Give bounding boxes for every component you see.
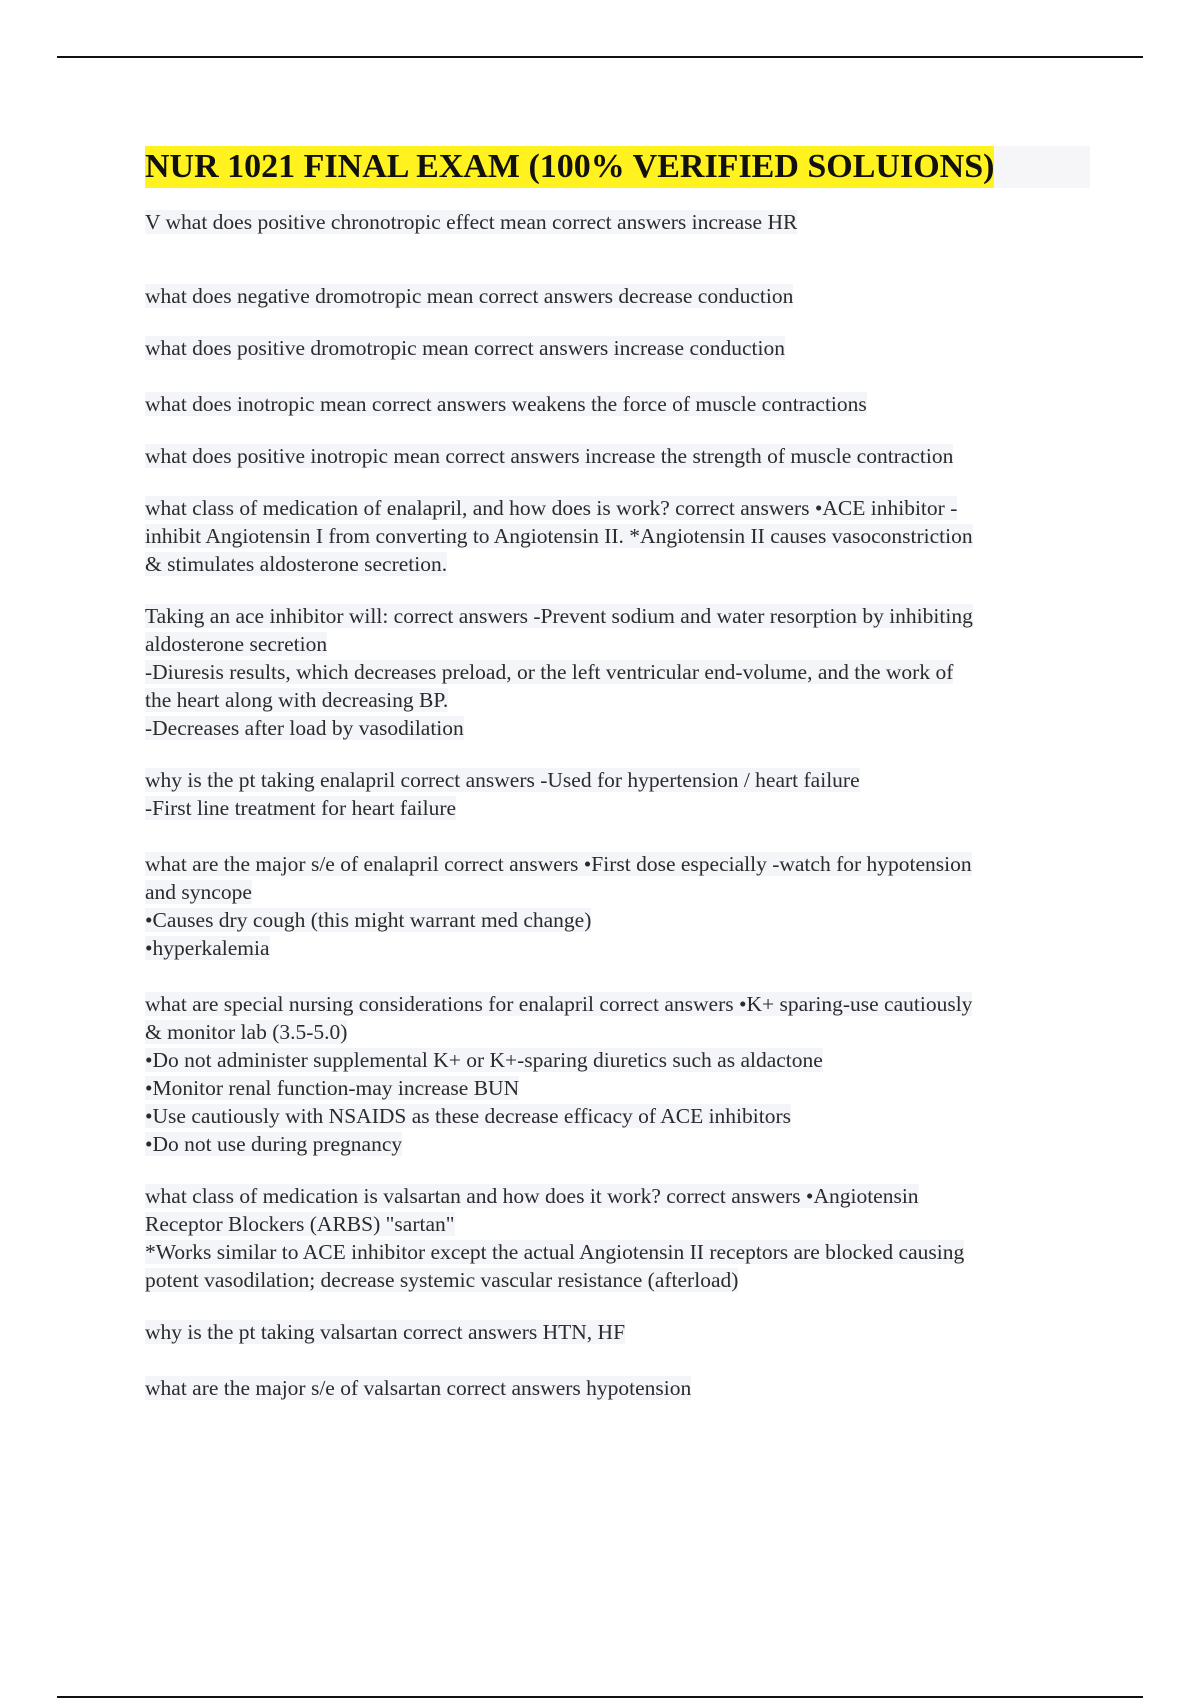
qa-line: why is the pt taking enalapril correct answers -Used for hypertension / heart failure xyxy=(145,768,860,792)
qa-line: -Diuresis results, which decreases preload, or the left ventricular end-volume, and the work of xyxy=(145,660,954,684)
qa-line: •Use cautiously with NSAIDS as these decrease efficacy of ACE inhibitors xyxy=(145,1104,792,1128)
qa-item-7 xyxy=(145,602,1090,742)
qa-item-10 xyxy=(145,990,1090,1158)
qa-line: what are special nursing considerations for enalapril correct answers •K+ sparing-use cautiously xyxy=(145,992,973,1016)
qa-line: what are the major s/e of valsartan correct answers hypotension xyxy=(145,1376,692,1400)
bottom-rule xyxy=(57,1696,1143,1698)
qa-line: & stimulates aldosterone secretion. xyxy=(145,552,448,576)
top-rule xyxy=(57,56,1143,58)
qa-line: V what does positive chronotropic effect mean correct answers increase HR xyxy=(145,210,798,234)
qa-item-13 xyxy=(145,1374,1090,1402)
qa-line: what does positive dromotropic mean correct answers increase conduction xyxy=(145,336,786,360)
qa-line: Taking an ace inhibitor will: correct answers -Prevent sodium and water resorption by inhibiting xyxy=(145,604,973,628)
qa-line: why is the pt taking valsartan correct answers HTN, HF xyxy=(145,1320,626,1344)
qa-line: •Do not administer supplemental K+ or K+-sparing diuretics such as aldactone xyxy=(145,1048,823,1072)
qa-item-5 xyxy=(145,442,1090,470)
qa-item-8 xyxy=(145,766,1090,822)
qa-line: •Monitor renal function-may increase BUN xyxy=(145,1076,520,1100)
qa-item-9 xyxy=(145,850,1090,962)
qa-line: -First line treatment for heart failure xyxy=(145,796,457,820)
qa-line: inhibit Angiotensin I from converting to Angiotensin II. *Angiotensin II causes vasoconstriction xyxy=(145,524,973,548)
qa-item-4 xyxy=(145,390,1090,418)
qa-line: -Decreases after load by vasodilation xyxy=(145,716,464,740)
qa-item-3 xyxy=(145,334,1090,362)
qa-line: & monitor lab (3.5-5.0) xyxy=(145,1020,348,1044)
qa-list xyxy=(145,208,1090,1402)
document-body xyxy=(145,146,1090,1402)
qa-item-12 xyxy=(145,1318,1090,1346)
qa-line: •hyperkalemia xyxy=(145,936,270,960)
qa-item-2 xyxy=(145,282,1090,310)
qa-line: what are the major s/e of enalapril correct answers •First dose especially -watch for hypotension xyxy=(145,852,972,876)
qa-line: aldosterone secretion xyxy=(145,632,328,656)
qa-line: what class of medication is valsartan and how does it work? correct answers •Angiotensin xyxy=(145,1184,919,1208)
qa-line: what class of medication of enalapril, and how does is work? correct answers •ACE inhibitor - xyxy=(145,496,958,520)
qa-line: the heart along with decreasing BP. xyxy=(145,688,449,712)
qa-line: potent vasodilation; decrease systemic vascular resistance (afterload) xyxy=(145,1268,739,1292)
qa-line: •Causes dry cough (this might warrant med change) xyxy=(145,908,592,932)
qa-item-6 xyxy=(145,494,1090,578)
document-title: NUR 1021 FINAL EXAM (100% VERIFIED SOLUIONS) xyxy=(145,146,994,188)
qa-line: what does positive inotropic mean correct answers increase the strength of muscle contraction xyxy=(145,444,954,468)
qa-item-11 xyxy=(145,1182,1090,1294)
qa-line: what does inotropic mean correct answers weakens the force of muscle contractions xyxy=(145,392,867,416)
title-banner xyxy=(145,146,1090,188)
qa-line: *Works similar to ACE inhibitor except the actual Angiotensin II receptors are blocked causing xyxy=(145,1240,965,1264)
qa-line: Receptor Blockers (ARBS) "sartan" xyxy=(145,1212,455,1236)
qa-item-1 xyxy=(145,208,1090,236)
qa-line: what does negative dromotropic mean correct answers decrease conduction xyxy=(145,284,794,308)
qa-line: and syncope xyxy=(145,880,252,904)
qa-line: •Do not use during pregnancy xyxy=(145,1132,403,1156)
